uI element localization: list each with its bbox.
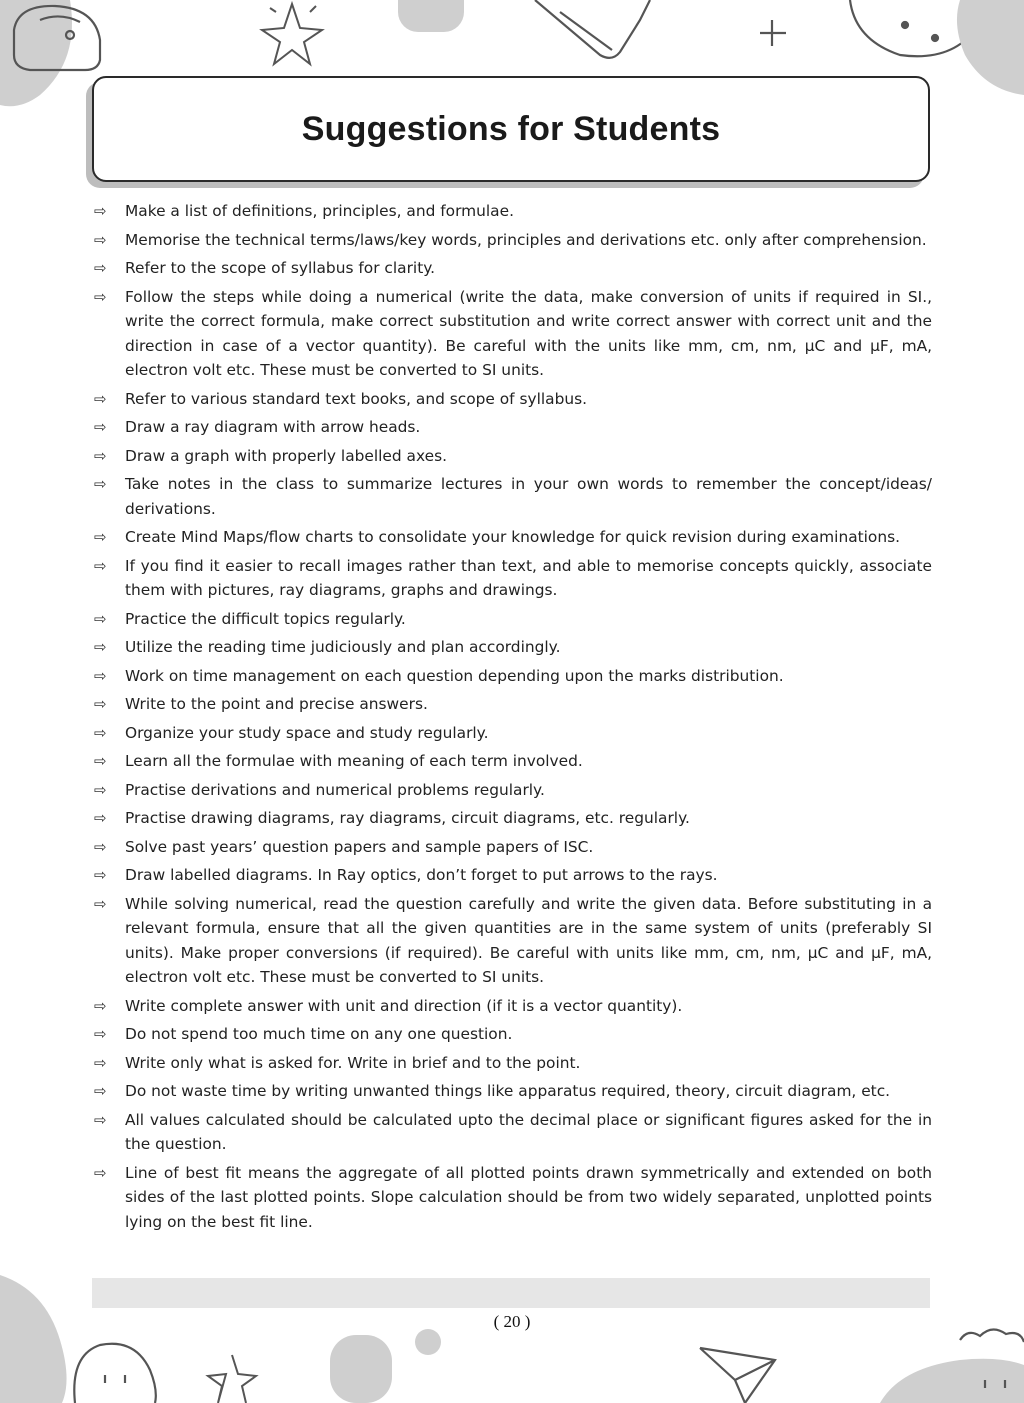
list-item-text: Line of best fit means the aggregate of all plotted points drawn symmetrically and extended on both sides of the last plotted points. Slope calculation should be from two widely separated, unplotted points lying on the best fit line. xyxy=(125,1163,932,1231)
list-item xyxy=(94,1051,932,1076)
right-arrow-outline-icon: ⇨ xyxy=(94,259,107,277)
list-item xyxy=(94,635,932,660)
right-arrow-outline-icon: ⇨ xyxy=(94,1163,107,1182)
right-arrow-outline-icon: ⇨ xyxy=(94,418,107,436)
list-item xyxy=(94,199,932,224)
list-item xyxy=(94,554,932,603)
star-icon xyxy=(208,1355,256,1403)
list-item-text: Do not waste time by writing unwanted things like apparatus required, theory, circuit diagram, etc. xyxy=(125,1082,891,1100)
backpack-icon xyxy=(14,6,100,70)
right-arrow-outline-icon: ⇨ xyxy=(94,723,107,742)
list-item xyxy=(94,472,932,521)
list-item-text: Draw a graph with properly labelled axes. xyxy=(125,446,447,465)
list-item xyxy=(94,664,932,689)
list-item xyxy=(94,1079,932,1104)
list-item-text: Memorise the technical terms/laws/key words, principles and derivations etc. only after comprehension. xyxy=(125,230,927,249)
list-item xyxy=(94,778,932,803)
list-item xyxy=(94,444,932,469)
cup-icon xyxy=(960,1329,1024,1388)
list-item xyxy=(94,835,932,860)
list-item-text: Refer to the scope of syllabus for clarity. xyxy=(125,259,436,277)
list-item-text: Do not spend too much time on any one question. xyxy=(125,1025,513,1043)
list-item-text: Practise derivations and numerical problems regularly. xyxy=(125,780,545,799)
list-item-text: Follow the steps while doing a numerical (write the data, make conversion of units if required in SI., write the correct formula, make correct substitution and write correct answer with correct unit and the direction in case of a vector quantity). Be careful with the units like mm, cm, nm, μC and μF, mA, electron volt etc. These must be converted to SI units. xyxy=(125,287,932,379)
page-title: Suggestions for Students xyxy=(301,109,721,148)
right-arrow-outline-icon: ⇨ xyxy=(94,866,107,884)
list-item xyxy=(94,1108,932,1157)
list-item-text: If you find it easier to recall images rather than text, and able to memorise concepts quickly, associate them with pictures, ray diagrams, graphs and drawings. xyxy=(125,556,932,599)
list-item-text: Draw a ray diagram with arrow heads. xyxy=(125,418,421,436)
list-item xyxy=(94,863,932,888)
smiley-bag-icon xyxy=(74,1344,156,1403)
right-arrow-outline-icon: ⇨ xyxy=(94,695,107,713)
star-icon xyxy=(262,4,322,64)
list-item xyxy=(94,1022,932,1047)
list-item-text: Create Mind Maps/flow charts to consolidate your knowledge for quick revision during examinations. xyxy=(125,528,901,546)
right-arrow-outline-icon: ⇨ xyxy=(94,752,107,770)
list-item-text: Practise drawing diagrams, ray diagrams, circuit diagrams, etc. regularly. xyxy=(125,809,690,827)
rounded-blob-icon xyxy=(330,1335,392,1403)
list-item-text: Solve past years’ question papers and sample papers of ISC. xyxy=(125,837,594,856)
list-item xyxy=(94,721,932,746)
rounded-blob-icon xyxy=(398,0,464,32)
title-banner xyxy=(92,76,930,182)
list-item xyxy=(94,607,932,632)
list-item-text: Write complete answer with unit and direction (if it is a vector quantity). xyxy=(125,996,683,1015)
right-arrow-outline-icon: ⇨ xyxy=(94,389,107,408)
right-arrow-outline-icon: ⇨ xyxy=(94,230,107,249)
list-item-text: Work on time management on each question depending upon the marks distribution. xyxy=(125,666,784,685)
list-item xyxy=(94,994,932,1019)
list-item-text: Draw labelled diagrams. In Ray optics, don’t forget to put arrows to the rays. xyxy=(125,866,718,884)
right-arrow-outline-icon: ⇨ xyxy=(94,287,107,306)
right-arrow-outline-icon: ⇨ xyxy=(94,1053,107,1072)
list-item xyxy=(94,806,932,831)
right-arrow-outline-icon: ⇨ xyxy=(94,1082,107,1100)
right-arrow-outline-icon: ⇨ xyxy=(94,1110,107,1129)
clock-icon xyxy=(850,0,983,56)
list-item-text: All values calculated should be calculated upto the decimal place or significant figures asked for the in the question. xyxy=(125,1110,932,1153)
right-arrow-outline-icon: ⇨ xyxy=(94,666,107,685)
right-arrow-outline-icon: ⇨ xyxy=(94,1025,107,1043)
list-item-text: Utilize the reading time judiciously and plan accordingly. xyxy=(125,638,561,656)
list-item-text: Write to the point and precise answers. xyxy=(125,695,428,713)
page-number: ( 20 ) xyxy=(493,1312,531,1331)
corner-blob-icon xyxy=(0,1275,67,1403)
list-item-text: Make a list of definitions, principles, and formulae. xyxy=(125,202,514,220)
list-item-text: Practice the difficult topics regularly. xyxy=(125,609,406,628)
paper-plane-icon xyxy=(700,1348,775,1403)
list-item-text: Take notes in the class to summarize lectures in your own words to remember the concept/ideas/ derivations. xyxy=(125,475,932,518)
right-arrow-outline-icon: ⇨ xyxy=(94,638,107,656)
right-arrow-outline-icon: ⇨ xyxy=(94,809,107,827)
right-arrow-outline-icon: ⇨ xyxy=(94,446,107,465)
corner-blob-icon xyxy=(880,1359,1024,1403)
right-arrow-outline-icon: ⇨ xyxy=(94,996,107,1015)
right-arrow-outline-icon: ⇨ xyxy=(94,837,107,856)
right-arrow-outline-icon: ⇨ xyxy=(94,894,107,913)
right-arrow-outline-icon: ⇨ xyxy=(94,556,107,575)
dot-blob-icon xyxy=(415,1329,441,1355)
list-item-text: Organize your study space and study regularly. xyxy=(125,723,489,742)
list-item xyxy=(94,525,932,550)
list-item-text: Learn all the formulae with meaning of each term involved. xyxy=(125,752,583,770)
list-item-text: While solving numerical, read the question carefully and write the given data. Before substituting in a relevant formula, ensure that all the given quantities are in the same system of units (preferably SI units). Make proper conversions (if required). Be careful with units like mm, cm, nm, μC and μF, mA, electron volt etc. These must be converted to SI units. xyxy=(125,894,932,986)
list-item xyxy=(94,692,932,717)
pencil-icon xyxy=(535,0,650,58)
list-item xyxy=(94,415,932,440)
right-arrow-outline-icon: ⇨ xyxy=(94,780,107,799)
list-item xyxy=(94,256,932,281)
list-item-text: Write only what is asked for. Write in brief and to the point. xyxy=(125,1053,581,1072)
footer-bar xyxy=(92,1278,930,1308)
right-arrow-outline-icon: ⇨ xyxy=(94,202,107,220)
list-item xyxy=(94,285,932,383)
right-arrow-outline-icon: ⇨ xyxy=(94,609,107,628)
list-item xyxy=(94,387,932,412)
corner-blob-icon xyxy=(0,0,72,106)
right-arrow-outline-icon: ⇨ xyxy=(94,528,107,546)
list-item xyxy=(94,1161,932,1235)
list-item-text: Refer to various standard text books, and scope of syllabus. xyxy=(125,389,588,408)
plus-icon xyxy=(760,20,786,46)
corner-blob-icon xyxy=(957,0,1024,95)
list-item xyxy=(94,892,932,990)
right-arrow-outline-icon: ⇨ xyxy=(94,475,107,493)
list-item xyxy=(94,749,932,774)
list-item xyxy=(94,228,932,253)
suggestions-list xyxy=(94,199,932,1238)
